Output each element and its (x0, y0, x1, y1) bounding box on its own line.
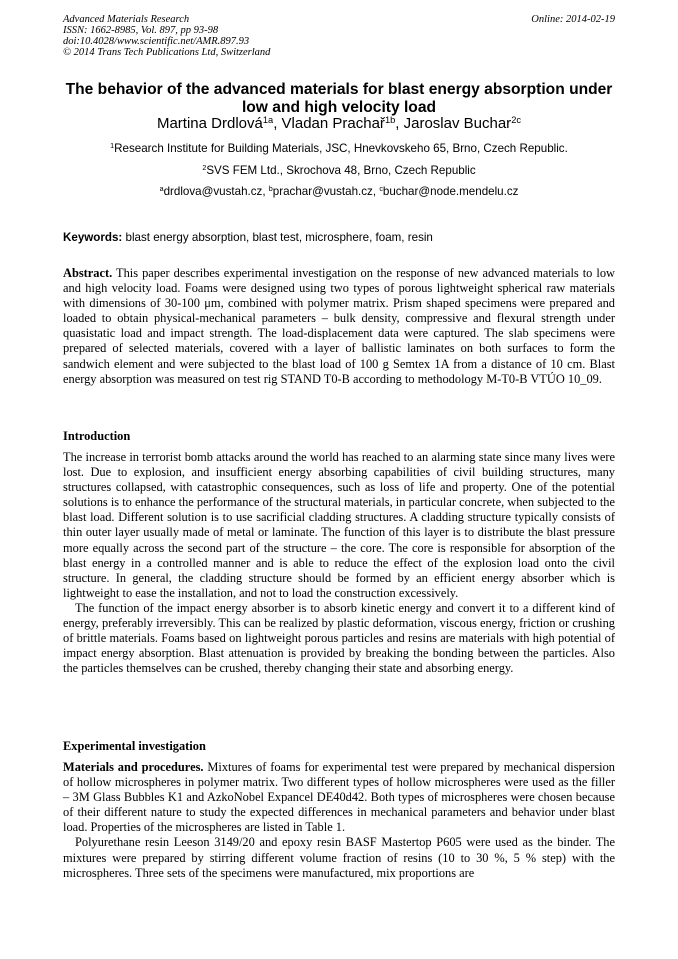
experimental-heading: Experimental investigation (63, 739, 206, 753)
doi-line: doi:10.4028/www.scientific.net/AMR.897.93 (63, 36, 250, 47)
affiliation-text: SVS FEM Ltd., Skrochova 48, Brno, Czech Republic (206, 164, 476, 177)
paragraph-text: Mixtures of foams for experimental test were prepared by mechanical dispersion of hollow microspheres in polymer matrix. Two different types of hollow microspheres were used as the filler – 3M Glass Bubbles K1 and AzkoNobel Expancel DE40d42. Both types of microspheres were chosen because of their different nature to study the expected differences in mechanical parameters and behavior under blast load. Properties of the microspheres are listed in Table 1. (63, 760, 615, 835)
copyright-line: © 2014 Trans Tech Publications Ltd, Switzerland (63, 47, 271, 58)
keywords (63, 231, 615, 245)
paragraph: The increase in terrorist bomb attacks around the world has reached to an alarming state since many lives were lost. Due to explosion, and insufficient energy absorbing capabilities of civil building structures, many structures collapsed, with catastrophic consequences, such as loss of life and property. One of the potential solutions is to enhance the performance of the structural materials, in particular concrete, when subjected to the blast load. Different solution is to use sacrificial cladding structures. A cladding structure typically consists of thin outer layer usually made of metal or laminate. The function of this layer is to distribute the blast pressure more equally across the second part of the structure – the core. The core is responsible for absorption of the blast energy in a controlled manner and is able to reduce the effect of the explosion load onto the civil structure. In general, the cladding structure should be formed by an efficient energy absorber which is lightweight to ease the installation, and not to load the construction excessively. (63, 450, 615, 600)
affiliation-text: Research Institute for Building Materials, JSC, Hnevkovskeho 65, Brno, Czech Republic. (114, 142, 568, 155)
abstract (63, 266, 615, 387)
affiliation-sup: 2 (202, 163, 207, 173)
affiliation (60, 164, 618, 178)
paragraph: Polyurethane resin Leeson 3149/20 and epoxy resin BASF Mastertop P605 were used as the binder. The mixtures were prepared by stirring different volume fraction of resins (10 to 30 %, 5 % step) with the microspheres. Three sets of the specimens were manufactured, mix proportions are (63, 835, 615, 880)
keywords-label: Keywords: (63, 231, 123, 244)
introduction-body (63, 450, 615, 676)
email-sup: a (159, 184, 164, 194)
author-sup: 2c (511, 114, 522, 125)
online-date: Online: 2014-02-19 (531, 14, 615, 25)
author-sup: 1a (262, 114, 274, 125)
email-sup: b (268, 184, 273, 194)
author-name: Martina Drdlová (156, 115, 263, 132)
paragraph (63, 760, 615, 835)
experimental-body (63, 760, 615, 881)
email-sup: c (379, 184, 383, 194)
abstract-label: Abstract. (63, 266, 113, 280)
affiliation (60, 142, 618, 156)
journal-name: Advanced Materials Research (63, 14, 190, 25)
author-list: Martina Drdlová$^{1a}$, Vladan Prachař$^{1b}$, Jaroslav Buchar$^{2c}$ (156, 114, 522, 132)
abstract-paragraph (63, 266, 615, 387)
author-name: Jaroslav Buchar (403, 115, 512, 132)
author-sup: 1b (384, 114, 396, 125)
paragraph: The function of the impact energy absorber is to absorb kinetic energy and convert it to a different kind of energy, preferably irreversibly. This can be realized by plastic deformation, viscous energy, friction or crushing of brittle materials. Foams based on lightweight porous particles and resins are materials with high potential of impact energy absorption. Blast attenuation is provided by breaking the bonding between the particles. Also the particles themselves can be crushed, thereby changing their state and absorbing energy. (63, 600, 615, 676)
keywords-text: blast energy absorption, blast test, microsphere, foam, resin (122, 231, 433, 244)
abstract-text: This paper describes experimental investigation on the response of new advanced materials to low and high velocity load. Foams were designed using two types of porous lightweight spherical raw materials with dimensions of 30-100 μm, combined with polymer matrix. Prism shaped specimens were prepared and loaded to obtain physical-mechanical parameters – bulk density, compressive and flexural strength under quasistatic load and impact strength. The load-displacement data were captured. The slab specimens were prepared of selected materials, covered with a layer of ballistic laminates on both surfaces to form the sandwich element and were subjected to the blast load of 100 g Semtex 1A from a distance of 10 cm. Blast energy absorption was measured on test rig STAND T0-B according to methodology M-T0-B VTÚO 10_09. (63, 266, 615, 386)
introduction-heading: Introduction (63, 429, 131, 443)
author-name: Vladan Prachař (281, 115, 385, 132)
issn-line: ISSN: 1662-8985, Vol. 897, pp 93-98 (63, 25, 219, 36)
email: buchar@node.mendelu.cz (382, 185, 519, 198)
running-header (63, 14, 615, 58)
email: drdlova@vustah.cz (163, 185, 263, 198)
paper-title: The behavior of the advanced materials for blast energy absorption under low and high velocity load (65, 81, 613, 116)
materials-runin: Materials and procedures. (63, 760, 204, 774)
email: prachar@vustah.cz (272, 185, 373, 198)
email-line: $^a$drdlova@vustah.cz, $^b$prachar@vustah.cz, $^c$buchar@node.mendelu.cz (159, 184, 519, 198)
affiliation-sup: 1 (110, 141, 115, 151)
